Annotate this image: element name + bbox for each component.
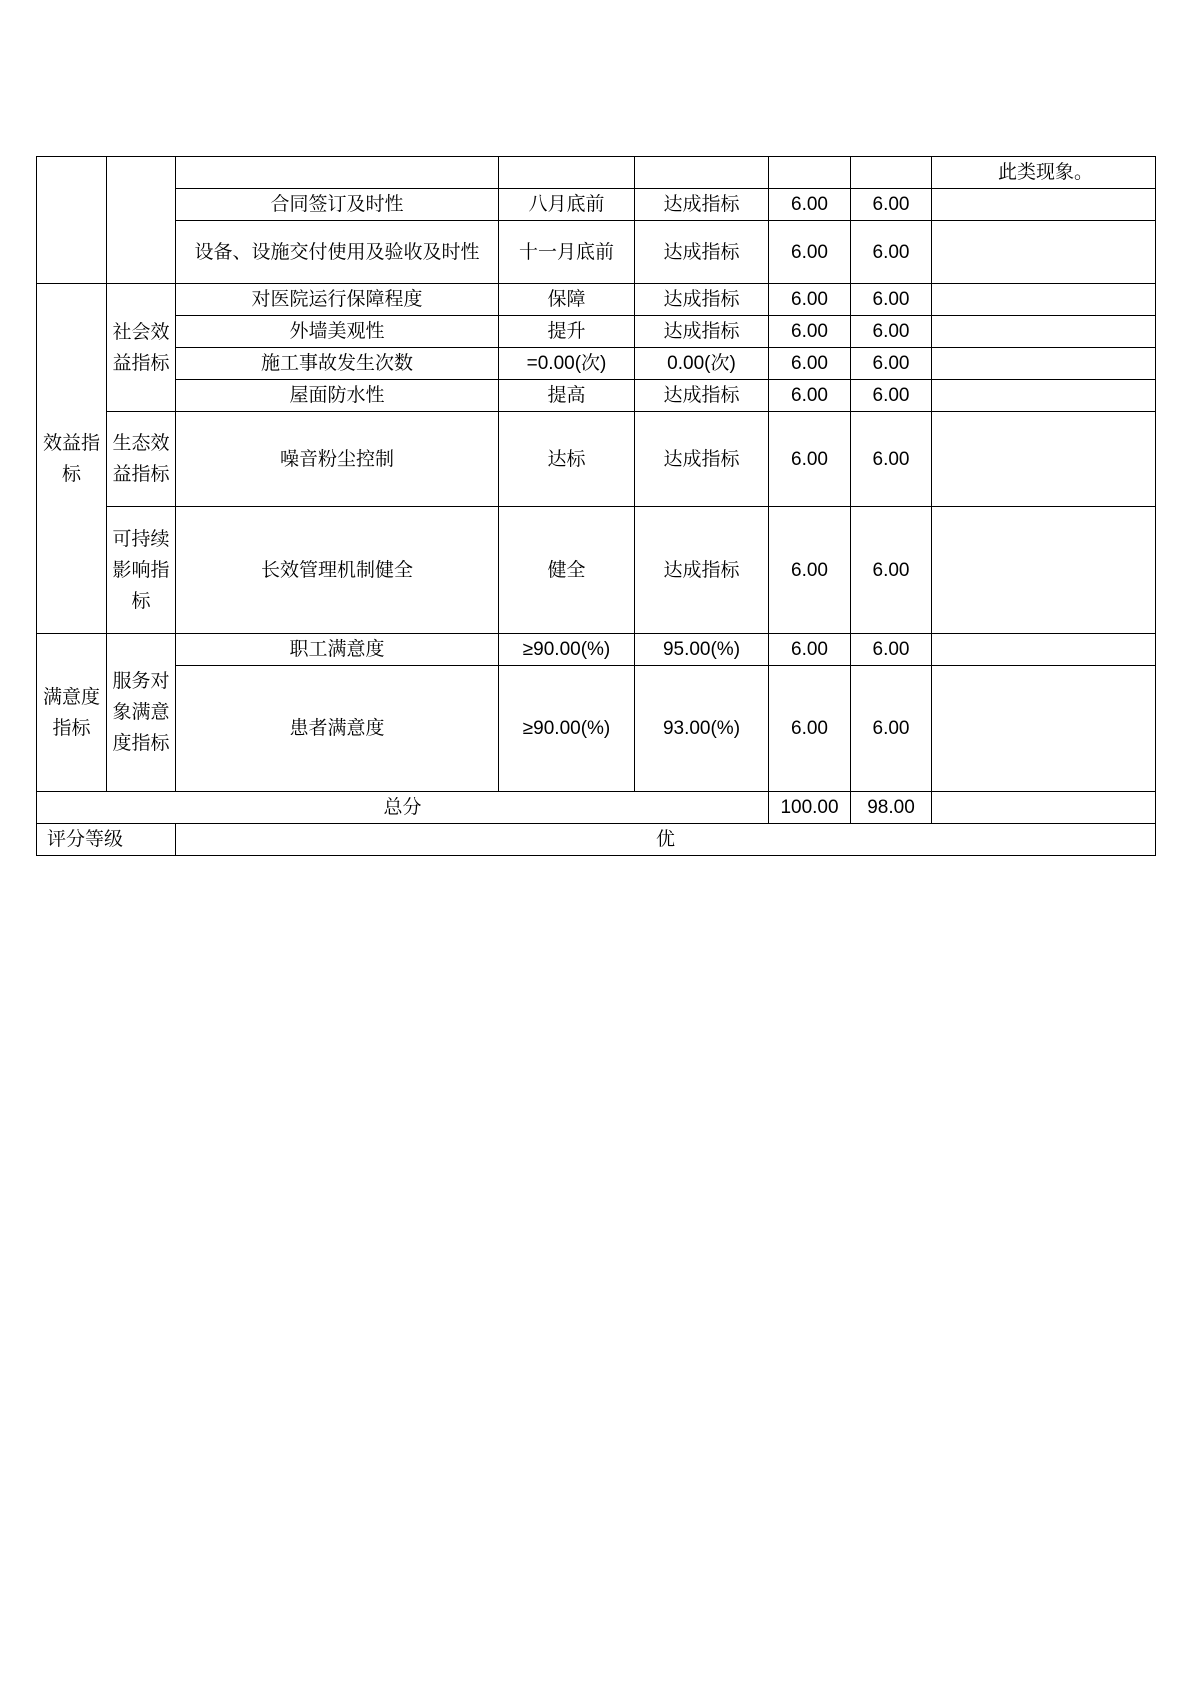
note-cell (932, 348, 1156, 380)
score-cell (851, 157, 932, 189)
table-row (37, 284, 1156, 316)
score-cell: 6.00 (851, 189, 932, 221)
table-row (37, 316, 1156, 348)
total-weight: 100.00 (769, 792, 851, 824)
level1-satisfaction: 满意度指标 (37, 634, 107, 792)
note-cell (932, 380, 1156, 412)
table-row (37, 189, 1156, 221)
indicator-cell: 合同签订及时性 (176, 189, 499, 221)
indicator-cell: 设备、设施交付使用及验收及时性 (176, 221, 499, 284)
target-cell: 保障 (499, 284, 635, 316)
target-cell (499, 157, 635, 189)
actual-cell (635, 157, 769, 189)
actual-cell: 93.00(%) (635, 666, 769, 792)
grade-value: 优 (176, 824, 1156, 856)
table-row (37, 380, 1156, 412)
table-row (37, 666, 1156, 792)
note-cell (932, 189, 1156, 221)
target-cell: 八月底前 (499, 189, 635, 221)
score-cell: 6.00 (851, 507, 932, 634)
target-cell: 提高 (499, 380, 635, 412)
target-cell: ≥90.00(%) (499, 634, 635, 666)
table-row (37, 634, 1156, 666)
score-cell: 6.00 (851, 221, 932, 284)
table-row (37, 221, 1156, 284)
score-cell: 6.00 (851, 284, 932, 316)
target-cell: =0.00(次) (499, 348, 635, 380)
indicator-cell: 患者满意度 (176, 666, 499, 792)
indicator-cell: 噪音粉尘控制 (176, 412, 499, 507)
score-cell: 6.00 (851, 666, 932, 792)
note-cell (932, 507, 1156, 634)
table-row (37, 412, 1156, 507)
weight-cell: 6.00 (769, 412, 851, 507)
target-cell: 达标 (499, 412, 635, 507)
level2-sustain: 可持续影响指标 (107, 507, 176, 634)
indicator-cell: 对医院运行保障程度 (176, 284, 499, 316)
table-row (37, 507, 1156, 634)
actual-cell: 0.00(次) (635, 348, 769, 380)
actual-cell: 95.00(%) (635, 634, 769, 666)
grade-label: 评分等级 (37, 824, 176, 856)
target-cell: ≥90.00(%) (499, 666, 635, 792)
total-note (932, 792, 1156, 824)
score-cell: 6.00 (851, 634, 932, 666)
weight-cell: 6.00 (769, 380, 851, 412)
weight-cell: 6.00 (769, 316, 851, 348)
actual-cell: 达成指标 (635, 380, 769, 412)
level2-eco: 生态效益指标 (107, 412, 176, 507)
note-cell (932, 221, 1156, 284)
note-cell (932, 666, 1156, 792)
table-row (37, 348, 1156, 380)
weight-cell: 6.00 (769, 221, 851, 284)
weight-cell: 6.00 (769, 634, 851, 666)
score-cell: 6.00 (851, 348, 932, 380)
score-cell: 6.00 (851, 380, 932, 412)
actual-cell: 达成指标 (635, 189, 769, 221)
level2-social: 社会效益指标 (107, 284, 176, 412)
weight-cell: 6.00 (769, 666, 851, 792)
weight-cell (769, 157, 851, 189)
note-cell (932, 634, 1156, 666)
weight-cell: 6.00 (769, 348, 851, 380)
actual-cell: 达成指标 (635, 221, 769, 284)
level2-cell-empty (107, 157, 176, 284)
total-row (37, 792, 1156, 824)
level1-benefit: 效益指标 (37, 284, 107, 634)
note-cell (932, 316, 1156, 348)
grade-row (37, 824, 1156, 856)
level2-service-satisfaction: 服务对象满意度指标 (107, 634, 176, 792)
indicator-cell (176, 157, 499, 189)
actual-cell: 达成指标 (635, 316, 769, 348)
indicator-cell: 长效管理机制健全 (176, 507, 499, 634)
note-cell: 此类现象。 (932, 157, 1156, 189)
indicator-cell: 外墙美观性 (176, 316, 499, 348)
note-cell (932, 412, 1156, 507)
indicator-cell: 施工事故发生次数 (176, 348, 499, 380)
actual-cell: 达成指标 (635, 412, 769, 507)
score-cell: 6.00 (851, 412, 932, 507)
weight-cell: 6.00 (769, 189, 851, 221)
table-row (37, 157, 1156, 189)
target-cell: 十一月底前 (499, 221, 635, 284)
indicator-cell: 职工满意度 (176, 634, 499, 666)
performance-table (36, 156, 1156, 856)
target-cell: 健全 (499, 507, 635, 634)
actual-cell: 达成指标 (635, 507, 769, 634)
note-cell (932, 284, 1156, 316)
weight-cell: 6.00 (769, 507, 851, 634)
actual-cell: 达成指标 (635, 284, 769, 316)
weight-cell: 6.00 (769, 284, 851, 316)
score-cell: 6.00 (851, 316, 932, 348)
total-score: 98.00 (851, 792, 932, 824)
total-label: 总分 (37, 792, 769, 824)
target-cell: 提升 (499, 316, 635, 348)
indicator-cell: 屋面防水性 (176, 380, 499, 412)
level1-cell-empty (37, 157, 107, 284)
